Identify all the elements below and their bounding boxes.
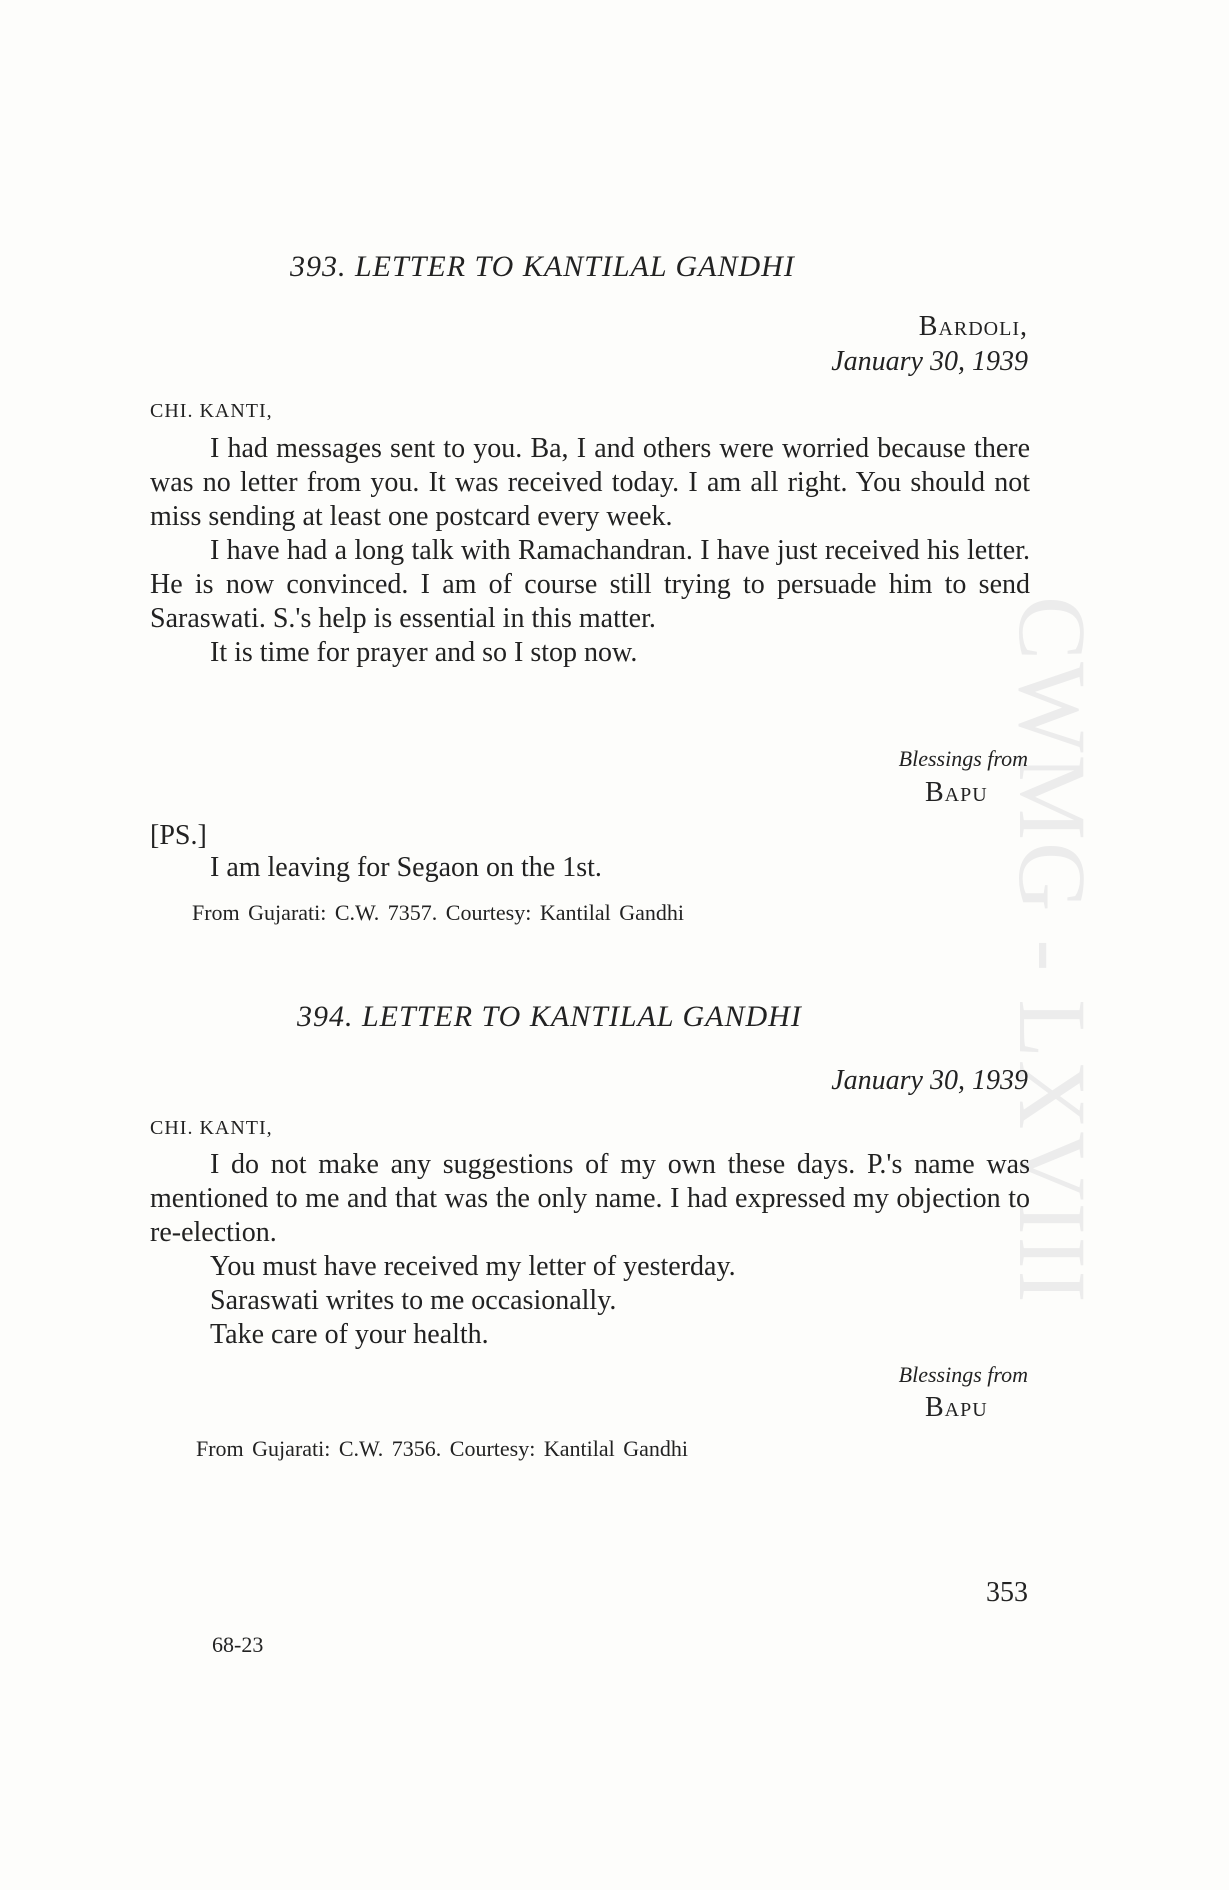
- postscript-text: I am leaving for Segaon on the 1st.: [210, 852, 602, 883]
- letter-paragraph: I have had a long talk with Ramachandran. I have just received his letter. He is now convinced. I am of course still trying to persuade him to send Saraswati. S.'s help is essential in this matter.: [150, 535, 1030, 634]
- letter-salutation: CHI. KANTI,: [150, 1117, 273, 1139]
- letter-paragraph: You must have received my letter of yesterday.: [210, 1251, 736, 1282]
- letter-paragraph: I had messages sent to you. Ba, I and others were worried because there was no letter from you. It was received today. I am all right. You should not miss sending at least one postcard every week.: [150, 433, 1030, 532]
- letter-date: January 30, 1939: [831, 346, 1028, 377]
- watermark: CWMG - LXVIII: [999, 595, 1106, 1305]
- letter-body: [150, 1148, 1030, 1352]
- letter-place: Bardoli,: [918, 311, 1028, 342]
- letter-paragraph: Saraswati writes to me occasionally.: [210, 1285, 617, 1316]
- postscript-label: [PS.]: [150, 820, 207, 851]
- letter-salutation: CHI. KANTI,: [150, 400, 273, 422]
- signature: Bapu: [925, 1392, 988, 1423]
- letter-date: January 30, 1939: [831, 1065, 1028, 1096]
- page-number: 353: [986, 1577, 1028, 1608]
- source-note: From Gujarati: C.W. 7356. Courtesy: Kantilal Gandhi: [196, 1436, 688, 1461]
- letter-paragraph: Take care of your health.: [210, 1319, 489, 1350]
- blessing-line: Blessings from: [898, 1362, 1028, 1387]
- blessing-line: Blessings from: [898, 746, 1028, 771]
- letter-body: [150, 432, 1030, 670]
- signature: Bapu: [925, 777, 988, 808]
- letter-paragraph: It is time for prayer and so I stop now.: [210, 637, 638, 668]
- letter-paragraph: I do not make any suggestions of my own these days. P.'s name was mentioned to me and that was the only name. I had expressed my objection to re-election.: [150, 1149, 1030, 1248]
- letter-heading-394: 394. LETTER TO KANTILAL GANDHI: [297, 1000, 802, 1033]
- printer-signature-mark: 68-23: [212, 1632, 264, 1657]
- source-note: From Gujarati: C.W. 7357. Courtesy: Kantilal Gandhi: [192, 900, 684, 925]
- letter-heading-393: 393. LETTER TO KANTILAL GANDHI: [290, 250, 795, 283]
